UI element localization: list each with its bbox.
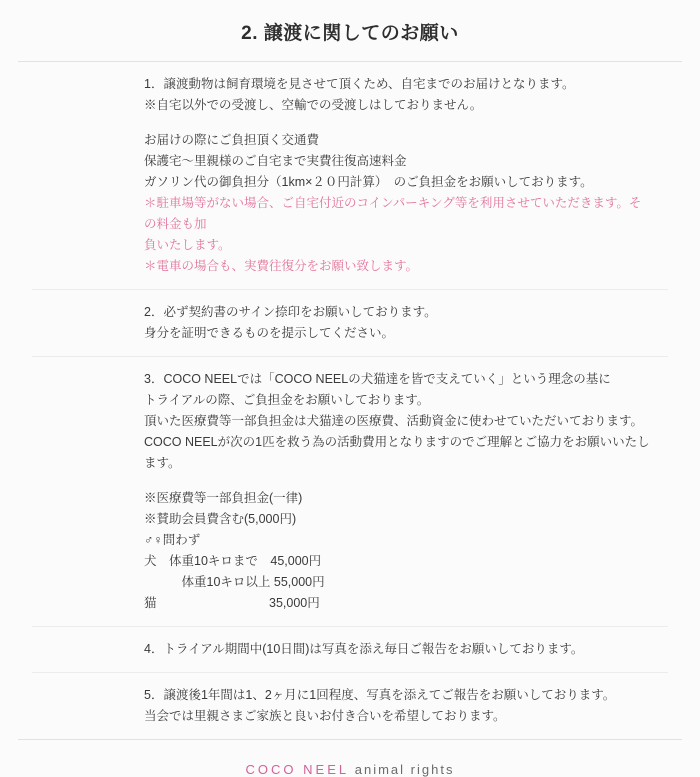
footer-suffix: animal rights <box>354 762 455 777</box>
terms-line: 犬 体重10キロまで 45,000円 <box>144 554 322 568</box>
terms-line: 2．必ず契約書のサイン捺印をお願いしております。 <box>144 305 437 319</box>
page-title: 2. 譲渡に関してのお願い <box>241 23 459 44</box>
terms-line: 5．譲渡後1年間は1、2ヶ月に1回程度、写真を添えてご報告をお願いしております。 <box>144 688 616 702</box>
terms-section-body <box>32 685 668 727</box>
terms-line: ※自宅以外での受渡し、空輸での受渡しはしておりません。 <box>144 98 483 112</box>
terms-section-body <box>32 302 668 344</box>
terms-line: 身分を証明できるものを提示してください。 <box>144 326 395 340</box>
terms-line: 1．譲渡動物は飼育環境を見させて頂くため、自宅までのお届けとなります。 <box>144 77 575 91</box>
terms-line: 猫 35,000円 <box>144 596 320 610</box>
terms-line: ※賛助会員費含む(5,000円) <box>144 512 297 526</box>
terms-container <box>18 61 682 740</box>
terms-line: COCO NEELが次の1匹を救う為の活動費用となりますのでご理解とご協力をお願いいたします。 <box>144 435 650 470</box>
terms-section <box>32 357 668 627</box>
terms-line: 体重10キロ以上 55,000円 <box>144 575 325 589</box>
terms-section <box>32 290 668 357</box>
terms-line: 負いたします。 <box>144 238 231 252</box>
terms-line: お届けの際にご負担頂く交通費 <box>144 133 320 147</box>
footer-brand: COCO NEEL <box>245 762 350 777</box>
terms-line: 3．COCO NEELでは「COCO NEELの犬猫達を皆で支えていく」という理念の基に <box>144 372 611 386</box>
terms-section-body <box>32 74 668 277</box>
terms-section-body <box>32 369 668 614</box>
terms-line: 頂いた医療費等一部負担金は犬猫達の医療費、活動資金に使わせていただいております。 <box>144 414 644 428</box>
terms-line: ＊電車の場合も、実費往復分をお願い致します。 <box>144 259 419 273</box>
terms-section <box>32 627 668 673</box>
terms-section-body <box>32 639 668 660</box>
terms-line: 4．トライアル期間中(10日間)は写真を添え毎日ご報告をお願いしております。 <box>144 642 584 656</box>
terms-line: ガソリン代の御負担分（1km×２０円計算） のご負担金をお願いしております。 <box>144 175 593 189</box>
terms-line: ♂♀問わず <box>144 533 201 547</box>
terms-section <box>32 673 668 739</box>
terms-section <box>32 62 668 290</box>
terms-line: トライアルの際、ご負担金をお願いしております。 <box>144 393 430 407</box>
terms-line: ＊駐車場等がない場合、ご自宅付近のコインパーキング等を利用させていただきます。その料金も加 <box>144 196 642 231</box>
terms-line: 保護宅～里親様のご自宅まで実費往復高速料金 <box>144 154 407 168</box>
terms-line: ※医療費等一部負担金(一律) <box>144 491 303 505</box>
footer <box>0 740 700 777</box>
terms-line: 当会では里親さまご家族と良いお付き合いを希望しております。 <box>144 709 506 723</box>
